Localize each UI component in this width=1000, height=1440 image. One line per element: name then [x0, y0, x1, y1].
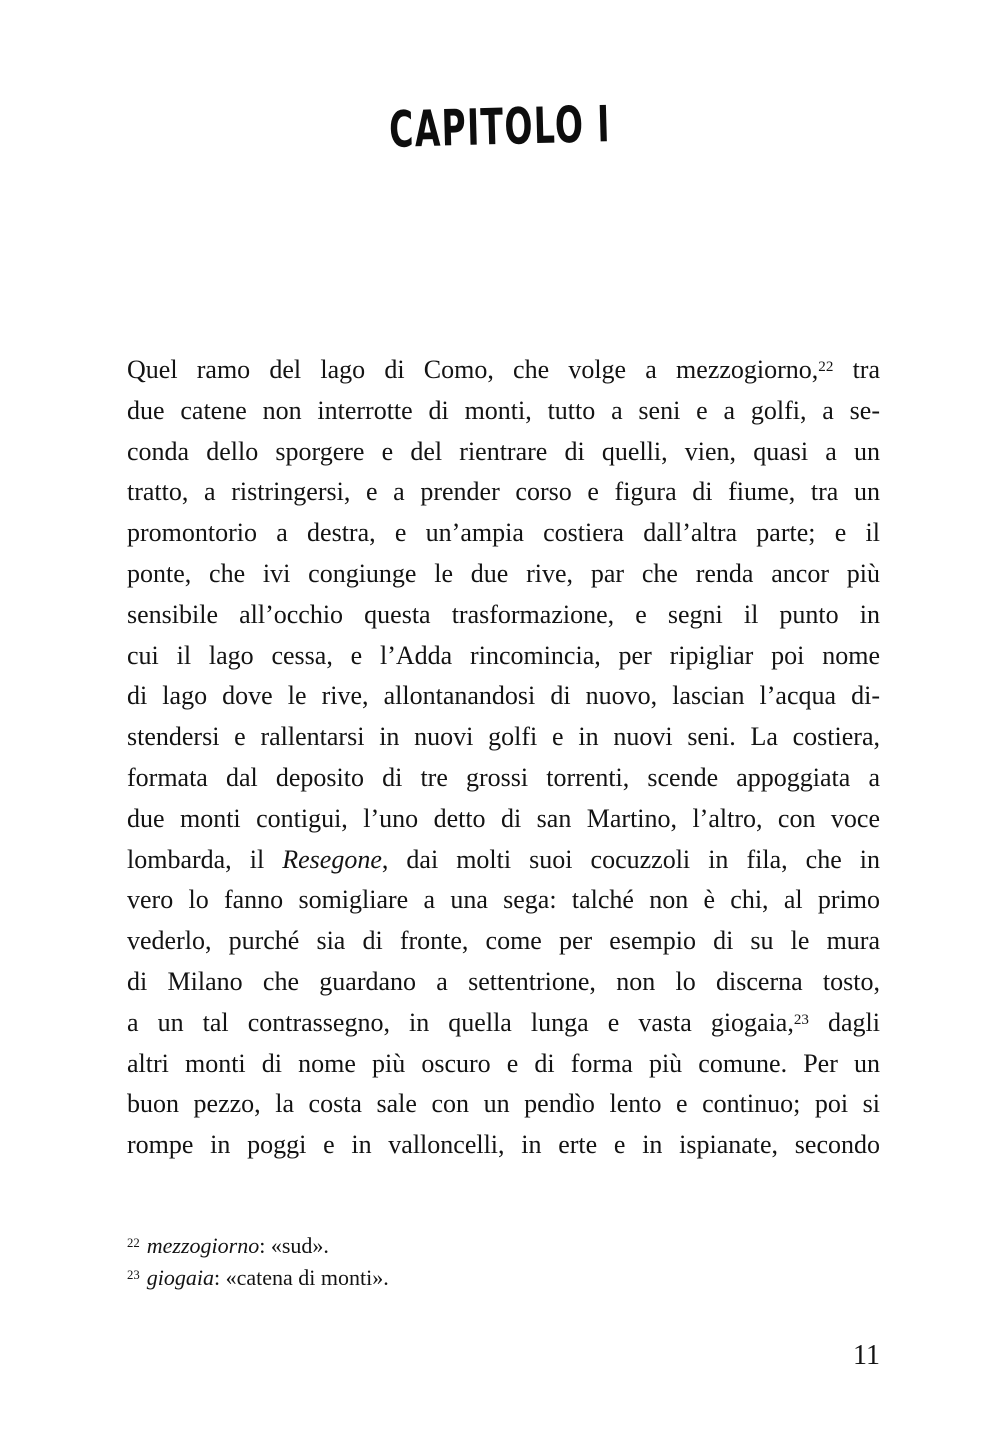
text-segment: lombarda, il [127, 844, 283, 874]
text-segment: : «sud». [259, 1233, 329, 1258]
body-line [127, 350, 880, 391]
body-line [127, 880, 880, 921]
body-line [127, 676, 880, 717]
text-segment: ponte, che ivi congiunge le due rive, par che renda ancor più [127, 558, 880, 588]
body-line [127, 962, 880, 1003]
italic-text-segment: Resegone [282, 844, 382, 874]
body-line [127, 513, 880, 554]
footnote-line [127, 1262, 880, 1294]
footnote-line [127, 1230, 880, 1262]
footnote-marker: 23 [127, 1267, 140, 1282]
text-segment: due catene non interrotte di monti, tutto a seni e a golfi, a se- [127, 395, 880, 425]
text-segment: di lago dove le rive, allontanandosi di nuovo, lascian l’acqua di- [127, 681, 880, 711]
text-segment: Quel ramo del lago di Como, che volge a mezzogiorno, [127, 355, 819, 384]
text-segment: buon pezzo, la costa sale con un pendìo lento e continuo; poi si [127, 1089, 880, 1119]
page-number: 11 [853, 1340, 880, 1371]
body-line [127, 391, 880, 432]
text-segment: vero lo fanno somigliare a una sega: talché non è chi, al primo [127, 885, 880, 915]
body-line [127, 432, 880, 473]
body-line [127, 595, 880, 636]
body-line [127, 554, 880, 595]
body-line [127, 799, 880, 840]
text-segment: conda dello sporgere e del rientrare di quelli, vien, quasi a un [127, 436, 880, 466]
text-segment: altri monti di nome più oscuro e di forma più comune. Per un [127, 1048, 880, 1078]
body-line [127, 921, 880, 962]
italic-text-segment: giogaia [146, 1265, 214, 1290]
text-segment: rompe in poggi e in valloncelli, in erte e in ispianate, secondo [127, 1130, 880, 1160]
text-segment: stendersi e rallentarsi in nuovi golfi e in nuovi seni. La costiera, [127, 722, 880, 752]
text-segment: promontorio a destra, e un’ampia costiera dall’altra parte; e il [127, 518, 880, 548]
body-line [127, 1003, 880, 1044]
text-segment: cui il lago cessa, e l’Adda rincomincia, per ripigliar poi nome [127, 640, 880, 670]
body-text [127, 350, 880, 1166]
text-segment: due monti contigui, l’uno detto di san Martino, l’altro, con voce [127, 803, 880, 833]
body-line [127, 472, 880, 513]
text-segment: formata dal deposito di tre grossi torrenti, scende appoggiata a [127, 762, 880, 792]
text-segment: , dai molti suoi cocuzzoli in fila, che in [381, 844, 880, 874]
text-segment: : «catena di monti». [213, 1265, 389, 1290]
footnotes [127, 1230, 880, 1294]
body-line [127, 840, 880, 881]
body-line [127, 758, 880, 799]
text-segment: dagli [808, 1007, 880, 1037]
footnote-marker: 22 [818, 358, 834, 375]
body-line [127, 1084, 880, 1125]
body-line [127, 1044, 880, 1085]
text-segment: sensibile all’occhio questa trasformazione, e segni il punto in [127, 599, 880, 629]
text-segment: vederlo, purché sia di fronte, come per esempio di su le mura [127, 926, 880, 956]
chapter-title [0, 85, 1000, 169]
text-segment: tra [833, 355, 880, 384]
footnote-marker: 22 [127, 1235, 140, 1250]
body-line [127, 717, 880, 758]
body-line [127, 636, 880, 677]
text-segment: tratto, a ristringersi, e a prender corso e figura di fiume, tra un [127, 477, 880, 507]
chapter-title-text: CAPITOLO I [388, 95, 612, 159]
footnote-marker: 23 [793, 1011, 809, 1028]
body-line [127, 1125, 880, 1166]
text-segment: a un tal contrassegno, in quella lunga e vasta giogaia, [127, 1007, 794, 1037]
text-segment: di Milano che guardano a settentrione, non lo discerna tosto, [127, 966, 880, 996]
italic-text-segment: mezzogiorno [146, 1233, 260, 1258]
